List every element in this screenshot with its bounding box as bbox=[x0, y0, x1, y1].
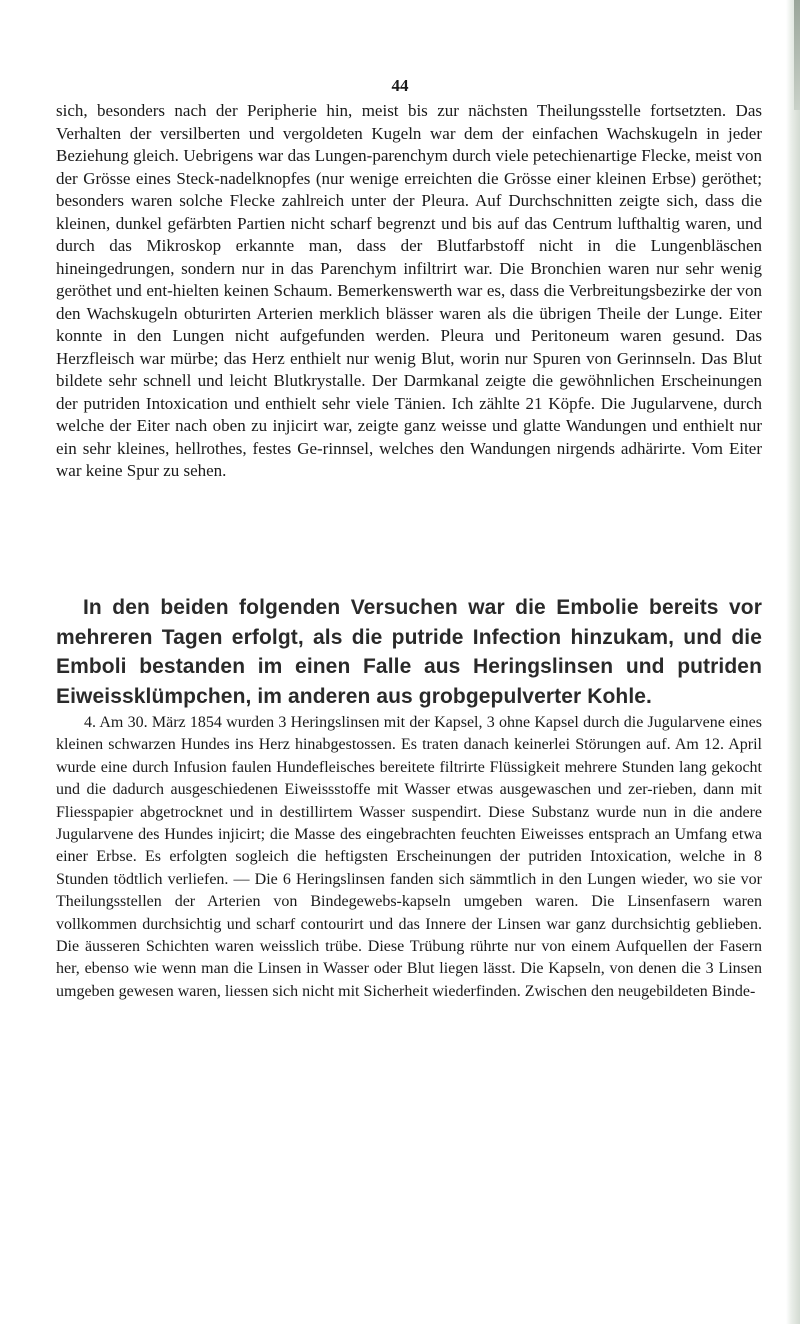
page-edge-shadow bbox=[786, 0, 800, 1324]
paragraph-continuation bbox=[56, 100, 762, 483]
summary-text: In den beiden folgenden Versuchen war die Embolie bereits vor mehreren Tagen erfolgt, als die putride Infection hinzukam, und die Emboli bestanden im einen Falle aus Heringslinsen und putriden Eiweissklümpchen, im anderen aus grobgepulverter Kohle. bbox=[56, 596, 762, 708]
page-number: 44 bbox=[391, 76, 409, 95]
experiment-4-paragraph bbox=[56, 712, 762, 1003]
section-summary bbox=[56, 593, 762, 711]
paragraph-text: 4. Am 30. März 1854 wurden 3 Heringslinsen mit der Kapsel, 3 ohne Kapsel durch die Jugularvene eines kleinen schwarzen Hundes ins Herz hinabgestossen. Es traten danach keinerlei Störungen auf. Am 12. April wurde eine durch Infusion faulen Hundefleisches bereitete filtrirte Flüssigkeit mehrere Stunden lang gekocht und die dadurch ausgeschiedenen Eiweissstoffe mit Wasser etwas ausgewaschen und zer-rieben, dann mit Fliesspapier abgetrocknet und in destillirtem Wasser suspendirt. Diese Substanz wurde nun in die andere Jugularvene des Hundes injicirt; die Masse des eingebrachten feuchten Eiweisses entsprach an Umfang etwa einer Erbse. Es erfolgten sogleich die heftigsten Erscheinungen der putriden Intoxication, welche in 8 Stunden tödtlich verliefen. — Die 6 Heringslinsen fanden sich sämmtlich in den Lungen wieder, wo sie vor Theilungsstellen der Arterien von Bindegewebs-kapseln umgeben waren. Die Linsenfasern waren vollkommen durchsichtig und scharf contourirt und das Innere der Linsen war ganz durchsichtig geblieben. Die äusseren Schichten waren weisslich trübe. Diese Trübung rührte nur von einem Aufquellen der Fasern her, ebenso wie wenn man die Linsen in Wasser oder Blut liegen lässt. Die Kapseln, von denen die 3 Linsen umgeben gewesen waren, liessen sich nicht mit Sicherheit wiederfinden. Zwischen den neugebildeten Binde- bbox=[56, 714, 762, 1000]
paragraph-text: sich, besonders nach der Peripherie hin, meist bis zur nächsten Theilungsstelle fortsetzten. Das Verhalten der versilberten und vergoldeten Kugeln war dem der einfachen Wachskugeln in jeder Beziehung gleich. Uebrigens war das Lungen-parenchym durch viele petechienartige Flecke, meist von der Grösse eines Steck-nadelknopfes (nur wenige erreichten die Grösse einer kleinen Erbse) geröthet; besonders waren solche Flecke zahlreich unter der Pleura. Auf Durchschnitten zeigte sich, dass die kleinen, dunkel gefärbten Partien nicht scharf begrenzt und bis auf das Centrum lufthaltig waren, und durch das Mikroskop erkannte man, dass der Blutfarbstoff nicht in die Lungenbläschen hineingedrungen, sondern nur in das Parenchym infiltrirt war. Die Bronchien waren nur sehr wenig geröthet und ent-hielten keinen Schaum. Bemerkenswerth war es, dass die Verbreitungsbezirke der von den Wachskugeln obturirten Arterien merklich blässer waren als die übrigen Theile der Lunge. Eiter konnte in den Lungen nicht aufgefunden werden. Pleura und Peritoneum waren gesund. Das Herzfleisch war mürbe; das Herz enthielt nur wenig Blut, worin nur Spuren von Gerinnseln. Das Blut bildete sehr schnell und leicht Blutkrystalle. Der Darmkanal zeigte die gewöhnlichen Erscheinungen der putriden Intoxication und enthielt sehr viele Tänien. Ich zählte 21 Köpfe. Die Jugularvene, durch welche der Eiter nach oben zu injicirt war, zeigte ganz weisse und glatte Wandungen und enthielt nur ein sehr kleines, hellrothes, festes Ge-rinnsel, welches den Wandungen nirgends adhärirte. Vom Eiter war keine Spur zu sehen. bbox=[56, 101, 762, 480]
